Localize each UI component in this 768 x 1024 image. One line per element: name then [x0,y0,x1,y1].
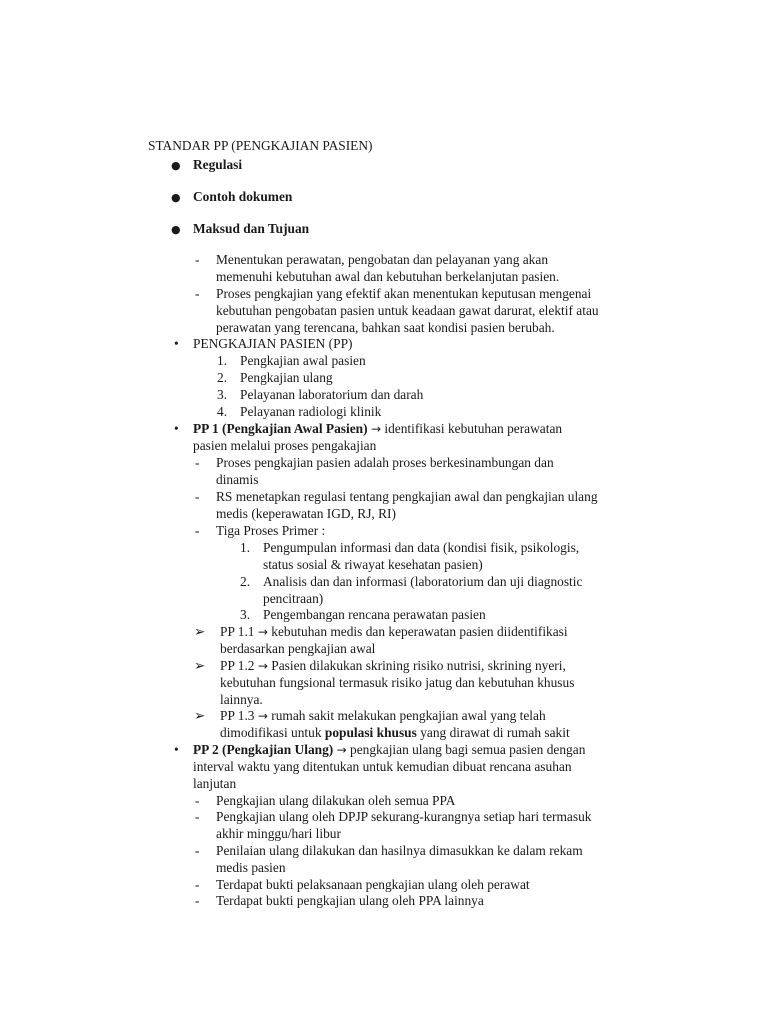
pengkajian-item-label: Pelayanan radiologi klinik [240,404,382,419]
maksud-line: Menentukan perawatan, pengobatan dan pelayanan yang akan [216,252,549,267]
pp1-dash-line: Tiga Proses Primer : [216,523,326,538]
top-item-label: Contoh dokumen [193,189,293,204]
pp2-text: pengkajian ulang bagi semua pasien dengan [346,742,586,757]
arrow-right-icon: → [257,659,268,673]
pp1-sub-text: yang dirawat di rumah sakit [416,725,570,740]
arrow-right-icon: → [257,709,268,723]
arrow-right-icon: → [336,743,347,757]
pp2-dash-line: akhir minggu/hari libur [216,826,341,841]
arrow-right-icon: → [370,422,381,436]
maksud-line: Proses pengkajian yang efektif akan menentukan keputusan mengenai [216,286,592,301]
primer-line: Pengumpulan informasi dan data (kondisi fisik, psikologis, [263,540,580,555]
pp1-sub-bold: populasi khusus [324,725,417,740]
pp1-sub-label: PP 1.2 [220,658,255,673]
pp2-title: PP 2 (Pengkajian Ulang) [193,742,334,757]
pp2-line [193,742,585,759]
dash-marker: - [195,489,200,504]
maksud-line: memenuhi kebutuhan awal dan kebutuhan berkelanjutan pasien. [216,269,560,284]
pengkajian-item-label: Pengkajian ulang [240,370,333,385]
pp1-sub-line [220,658,566,675]
pengkajian-item-label: Pengkajian awal pasien [240,353,366,368]
pp1-sub-line [220,624,568,641]
pp2-dash-line: medis pasien [216,860,286,875]
pp1-sub-text: kebutuhan medis dan keperawatan pasien diidentifikasi [267,624,568,639]
dash-marker: - [195,455,200,470]
primer-line: pencitraan) [263,591,324,606]
document-title: STANDAR PP (PENGKAJIAN PASIEN) [148,138,373,153]
list-number: 4. [217,404,228,419]
dash-marker: - [195,523,200,538]
pp1-line [193,421,562,438]
pp1-sub-line: berdasarkan pengkajian awal [220,641,376,656]
pp1-text: identifikasi kebutuhan perawatan [381,421,563,436]
list-number: 2. [217,370,228,385]
list-number: 3. [240,607,251,622]
pp1-line2: pasien melalui proses pengakajian [193,438,377,453]
bullet-icon: ● [171,159,181,172]
pp2-dash-line: Pengkajian ulang oleh DPJP sekurang-kurangnya setiap hari termasuk [216,809,592,824]
arrowhead-icon: ➢ [194,624,206,639]
pp1-dash-line: RS menetapkan regulasi tentang pengkajian awal dan pengkajian ulang [216,489,598,504]
pp1-dash-line: dinamis [216,472,259,487]
list-number: 3. [217,387,228,402]
primer-line: status sosial & riwayat kesehatan pasien) [263,557,483,572]
dash-marker: - [195,286,200,301]
list-number: 1. [240,540,251,555]
arrowhead-icon: ➢ [194,708,206,723]
bullet-icon: ● [171,223,181,236]
pp2-dash-line: Penilaian ulang dilakukan dan hasilnya dimasukkan ke dalam rekam [216,843,583,858]
pp1-sub-text: dimodifikasi untuk [220,725,325,740]
primer-line: Pengembangan rencana perawatan pasien [263,607,486,622]
pp1-sub-text: Pasien dilakukan skrining risiko nutrisi, skrining nyeri, [267,658,566,673]
pp1-sub-line: kebutuhan fungsional termasuk risiko jatug dan kebutuhan khusus [220,675,575,690]
pp1-sub-line [220,708,546,725]
dash-marker: - [195,252,200,267]
pp1-sub-line: lainnya. [220,692,263,707]
dash-marker: - [195,877,200,892]
pengkajian-heading: PENGKAJIAN PASIEN (PP) [193,336,353,351]
dash-marker: - [195,793,200,808]
list-number: 2. [240,574,251,589]
pp2-dash-line: Terdapat bukti pelaksanaan pengkajian ulang oleh perawat [216,877,530,892]
pp1-sub-label: PP 1.1 [220,624,255,639]
bullet-icon: • [174,336,179,351]
list-number: 1. [217,353,228,368]
pp1-sub-label: PP 1.3 [220,708,255,723]
pp2-dash-line: Pengkajian ulang dilakukan oleh semua PPA [216,793,456,808]
bullet-icon: ● [171,191,181,204]
pp2-dash-line: Terdapat bukti pengkajian ulang oleh PPA lainnya [216,893,484,908]
pp1-sub-text: rumah sakit melakukan pengkajian awal yang telah [267,708,546,723]
pp1-dash-line: medis (keperawatan IGD, RJ, RI) [216,506,396,521]
bullet-icon: • [174,421,179,436]
pp1-dash-line: Proses pengkajian pasien adalah proses berkesinambungan dan [216,455,554,470]
pp2-line3: lanjutan [193,776,237,791]
maksud-line: kebutuhan pengobatan pasien untuk keadaan gawat darurat, elektif atau [216,303,599,318]
dash-marker: - [195,809,200,824]
arrow-right-icon: → [257,625,268,639]
pp2-line2: interval waktu yang ditentukan untuk kemudian dibuat rencana asuhan [193,759,572,774]
top-item-label: Regulasi [193,157,243,172]
maksud-line: perawatan yang terencana, bahkan saat kondisi pasien berubah. [216,320,555,335]
arrowhead-icon: ➢ [194,658,206,673]
pengkajian-item-label: Pelayanan laboratorium dan darah [240,387,424,402]
pp1-title: PP 1 (Pengkajian Awal Pasien) [193,421,368,436]
dash-marker: - [195,893,200,908]
top-item-label: Maksud dan Tujuan [193,221,310,236]
pp1-sub-line [220,725,570,742]
dash-marker: - [195,843,200,858]
bullet-icon: • [174,742,179,757]
primer-line: Analisis dan dan informasi (laboratorium dan uji diagnostic [263,574,583,589]
